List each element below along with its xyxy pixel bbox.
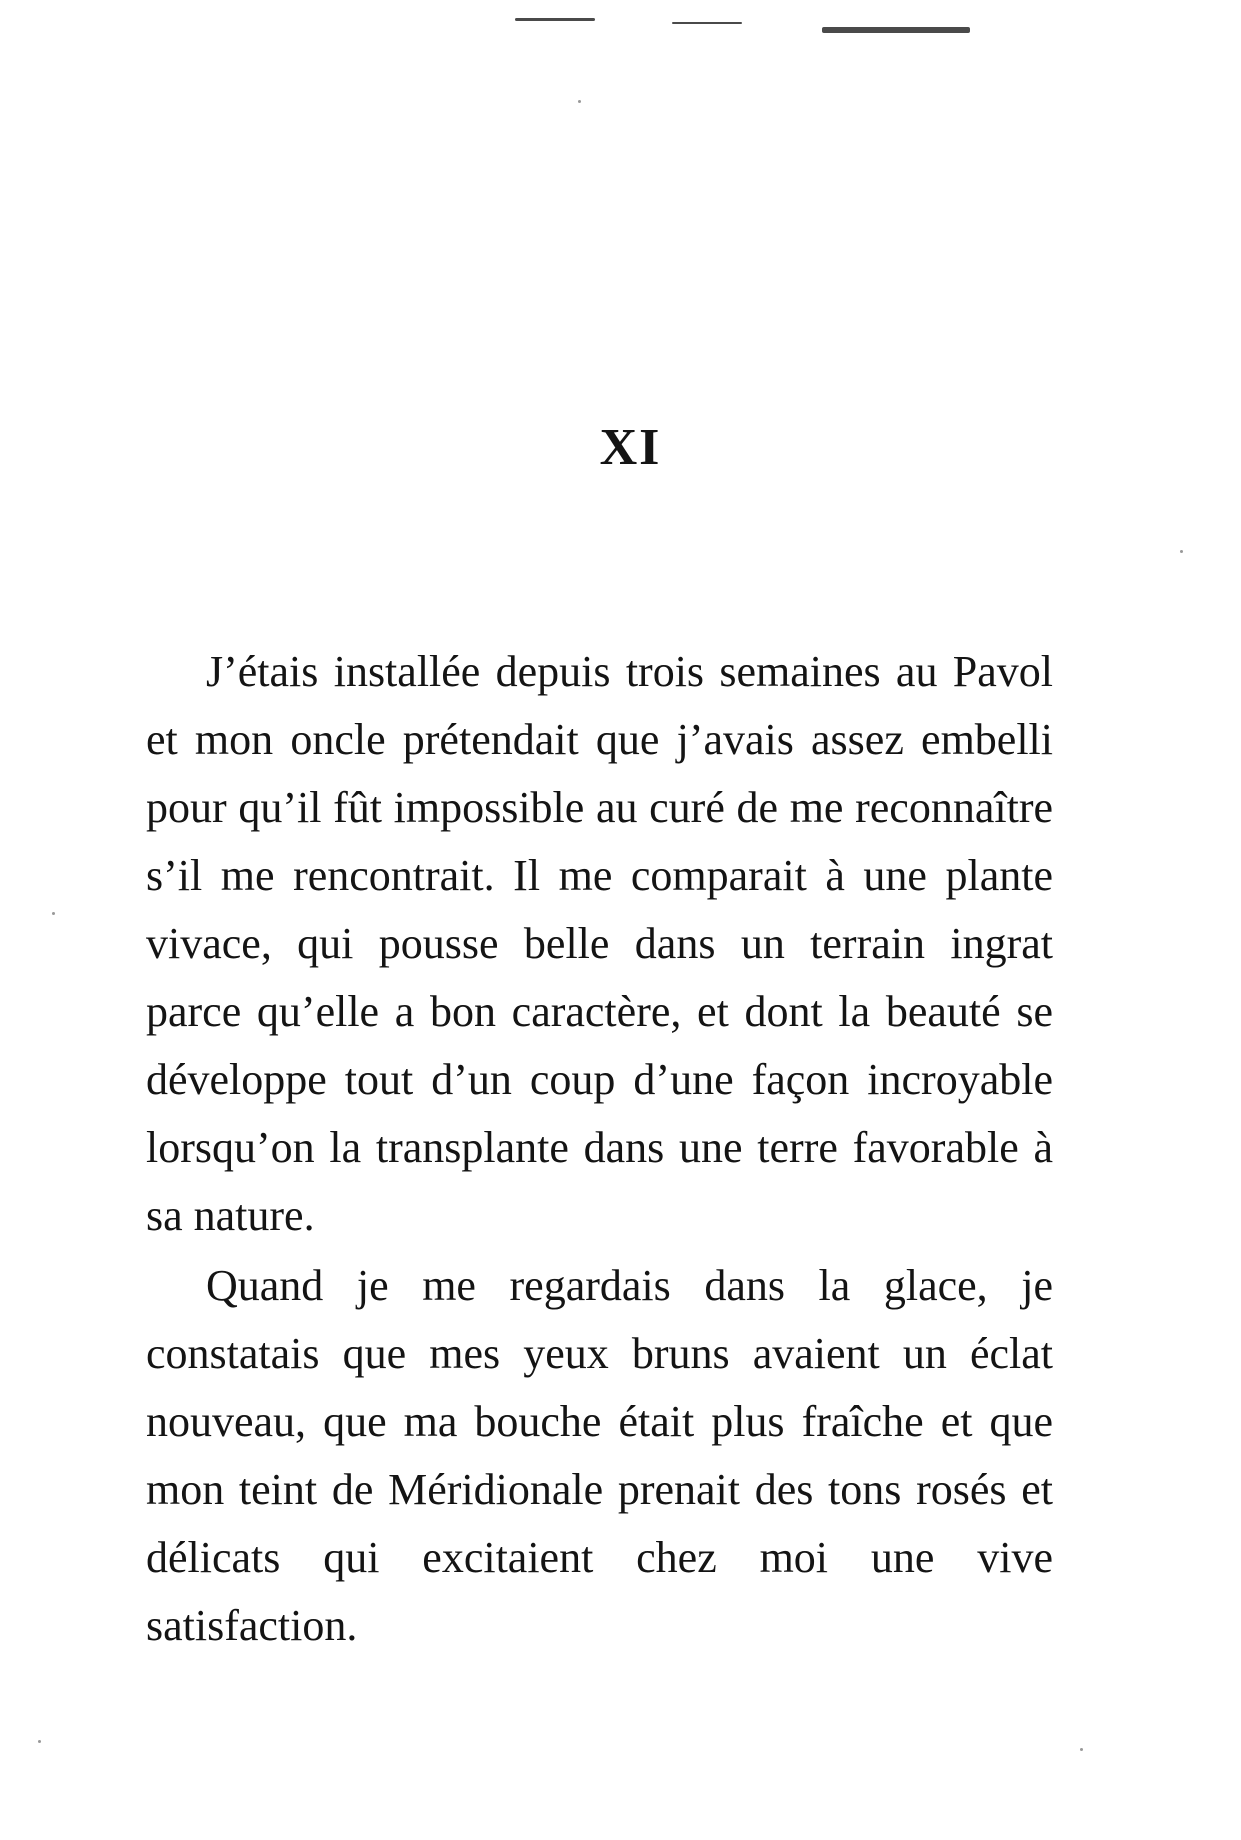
chapter-text — [146, 638, 1053, 1660]
scan-speck — [52, 912, 55, 915]
paragraph-2: Quand je me regardais dans la glace, je constatais que mes yeux bruns avaient un éclat nouveau, que ma bouche était plus fraîche et que mon teint de Méridionale prenait des tons rosés et délicats qui excitaient chez moi une vive satisfaction. — [146, 1261, 1053, 1650]
chapter-number: XI — [599, 419, 662, 476]
scan-speck — [1080, 1748, 1083, 1751]
scan-artifact — [822, 27, 970, 33]
scan-artifact — [515, 18, 595, 21]
paragraph-1: J’étais installée depuis trois semaines au Pavol et mon oncle prétendait que j’avais assez embelli pour qu’il fût impossible au curé de me reconnaître s’il me rencontrait. Il me comparait à une plante vivace, qui pousse belle dans un terrain ingrat parce qu’elle a bon caractère, et dont la beauté se développe tout d’un coup d’une façon incroyable lorsqu’on la transplante dans une terre favorable à sa nature. — [146, 647, 1053, 1240]
scan-artifact — [672, 22, 742, 24]
scan-speck — [38, 1740, 41, 1743]
scan-speck — [578, 100, 581, 103]
scan-speck — [1180, 550, 1183, 553]
